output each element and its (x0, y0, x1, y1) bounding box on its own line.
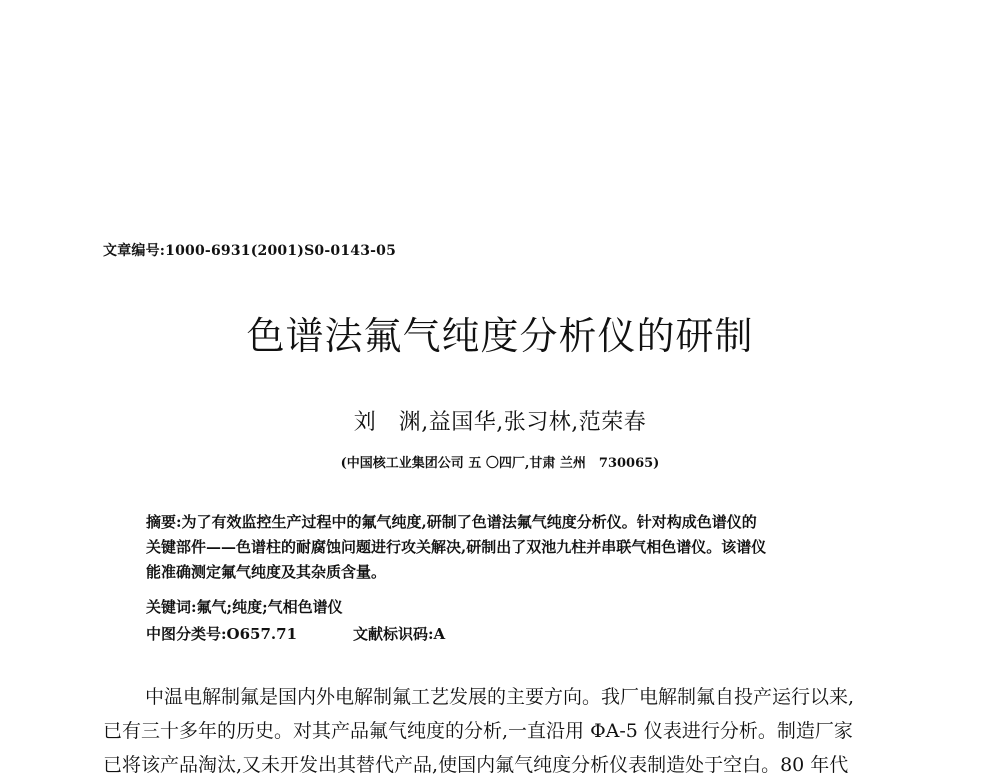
paper-title: 色谱法氟气纯度分析仪的研制 (246, 314, 754, 358)
author-list: 刘 渊,益国华,张习林,范荣春 (353, 410, 647, 435)
abstract-line: 关键部件——色谱柱的耐腐蚀问题进行攻关解决,研制出了双池九柱并串联气相色谱仪。该谱仪 (146, 538, 767, 556)
body-line: 已将该产品淘汰,又未开发出其替代产品,使国内氟气纯度分析仪表制造处于空白。80 年代 (103, 754, 849, 776)
classification-number: 中图分类号:O657.71 (146, 625, 298, 643)
article-number: 文章编号:1000-6931(2001)S0-0143-05 (103, 243, 397, 259)
body-line: 已有三十多年的历史。对其产品氟气纯度的分析,一直沿用 ΦA-5 仪表进行分析。制造厂家 (103, 720, 853, 742)
affiliation: (中国核工业集团公司 五 〇四厂,甘肃 兰州 730065) (340, 456, 660, 471)
keywords: 关键词:氟气;纯度;气相色谱仪 (146, 598, 343, 616)
body-line: 中温电解制氟是国内外电解制氟工艺发展的主要方向。我厂电解制氟自投产运行以来, (145, 686, 855, 708)
abstract-line: 摘要:为了有效监控生产过程中的氟气纯度,研制了色谱法氟气纯度分析仪。针对构成色谱仪的 (146, 513, 757, 531)
document-code: 文献标识码:A (353, 625, 446, 643)
body-paragraph (103, 680, 923, 782)
abstract (146, 510, 886, 585)
abstract-line: 能准确测定氟气纯度及其杂质含量。 (146, 563, 387, 581)
